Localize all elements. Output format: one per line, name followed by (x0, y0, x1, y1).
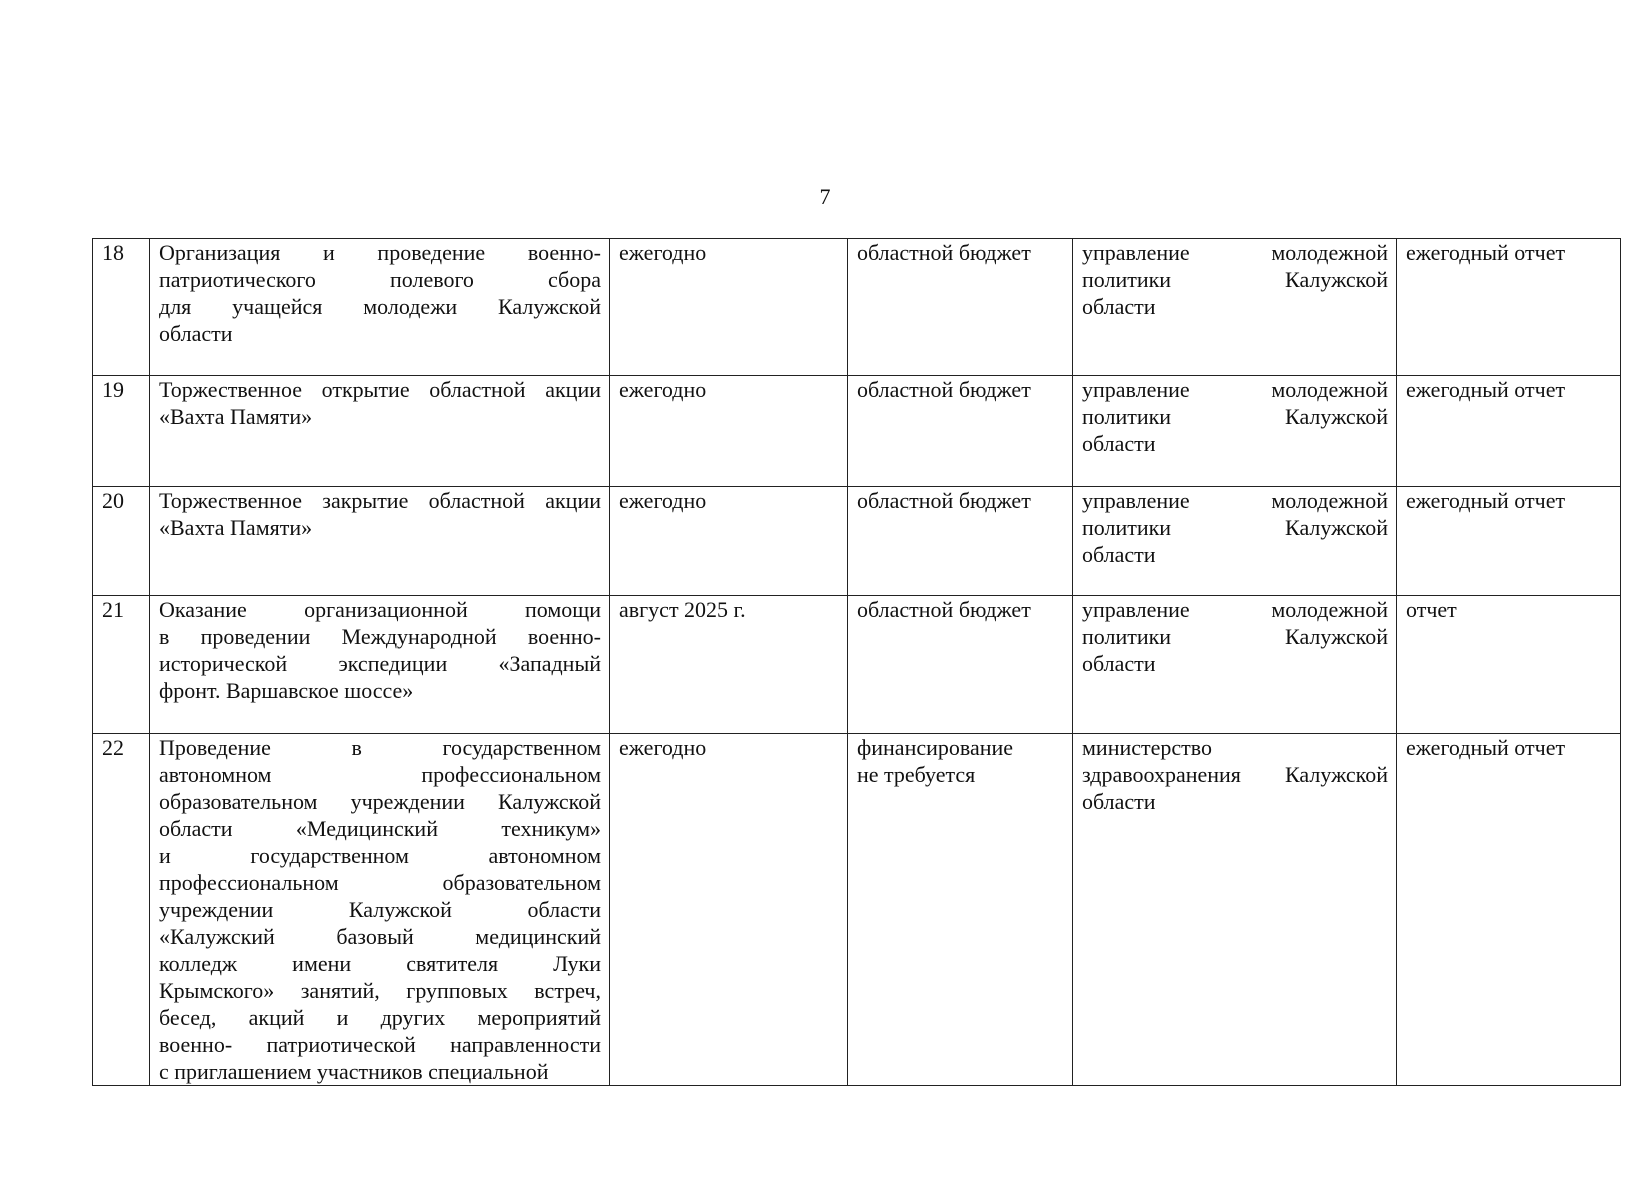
cell-line: «Вахта Памяти» (159, 404, 313, 429)
cell-line: бесед, акций и других мероприятий (159, 1005, 601, 1030)
cell-line: и государственном автономном (159, 843, 601, 868)
result-cell: ежегодный отчет (1397, 487, 1621, 596)
cell-line: патриотического полевого сбора (159, 267, 601, 292)
term-cell: ежегодно (610, 376, 848, 487)
cell-line: учреждении Калужской области (159, 897, 601, 922)
cell-line: Крымского» занятий, групповых встреч, (159, 978, 601, 1003)
events-table (92, 238, 1621, 1086)
funding-cell (848, 487, 1073, 596)
term-cell: ежегодно (610, 239, 848, 376)
responsible-cell (1073, 239, 1397, 376)
cell-line: военно- патриотической направленности (159, 1032, 601, 1057)
term-cell: август 2025 г. (610, 596, 848, 734)
result-cell: отчет (1397, 596, 1621, 734)
row-number: 18 (93, 239, 150, 376)
responsible-cell (1073, 487, 1397, 596)
result-cell: ежегодный отчет (1397, 734, 1621, 1086)
table-row (93, 376, 1621, 487)
cell-line: областной бюджет (857, 488, 1031, 513)
page-number: 7 (819, 184, 831, 209)
cell-line: управление молодежной (1082, 597, 1388, 622)
row-number: 19 (93, 376, 150, 487)
cell-line: в проведении Международной военно- (159, 624, 601, 649)
cell-line: политики Калужской (1082, 267, 1388, 292)
cell-line: Оказание организационной помощи (159, 597, 601, 622)
cell-line: финансирование (857, 735, 1014, 760)
cell-line: исторической экспедиции «Западный (159, 651, 601, 676)
term-cell: ежегодно (610, 734, 848, 1086)
cell-line: политики Калужской (1082, 404, 1388, 429)
term-cell: ежегодно (610, 487, 848, 596)
cell-line: областной бюджет (857, 597, 1031, 622)
cell-line: автономном профессиональном (159, 762, 601, 787)
table-row (93, 596, 1621, 734)
table-row (93, 239, 1621, 376)
cell-line: профессиональном образовательном (159, 870, 601, 895)
cell-line: области (159, 321, 233, 346)
cell-line: области (1082, 651, 1156, 676)
responsible-cell (1073, 596, 1397, 734)
cell-line: не требуется (857, 762, 976, 787)
cell-line: для учащейся молодежи Калужской (159, 294, 601, 319)
result-cell: ежегодный отчет (1397, 376, 1621, 487)
cell-line: с приглашением участников специальной (159, 1059, 549, 1084)
event-cell (150, 734, 610, 1086)
cell-line: Торжественное закрытие областной акции (159, 488, 601, 513)
cell-line: министерство (1082, 735, 1213, 760)
row-number: 20 (93, 487, 150, 596)
cell-line: управление молодежной (1082, 488, 1388, 513)
cell-line: «Калужский базовый медицинский (159, 924, 601, 949)
funding-cell (848, 734, 1073, 1086)
cell-line: области (1082, 294, 1156, 319)
cell-line: Проведение в государственном (159, 735, 601, 760)
cell-line: области «Медицинский техникум» (159, 816, 601, 841)
event-cell (150, 596, 610, 734)
funding-cell (848, 376, 1073, 487)
event-cell (150, 487, 610, 596)
funding-cell (848, 239, 1073, 376)
cell-line: области (1082, 789, 1156, 814)
funding-cell (848, 596, 1073, 734)
cell-line: здравоохранения Калужской (1082, 762, 1388, 787)
cell-line: областной бюджет (857, 377, 1031, 402)
cell-line: политики Калужской (1082, 515, 1388, 540)
table-row (93, 734, 1621, 1086)
responsible-cell (1073, 734, 1397, 1086)
responsible-cell (1073, 376, 1397, 487)
row-number: 21 (93, 596, 150, 734)
row-number: 22 (93, 734, 150, 1086)
event-cell (150, 239, 610, 376)
cell-line: образовательном учреждении Калужской (159, 789, 601, 814)
cell-line: фронт. Варшавское шоссе» (159, 678, 414, 703)
cell-line: области (1082, 542, 1156, 567)
cell-line: колледж имени святителя Луки (159, 951, 601, 976)
cell-line: политики Калужской (1082, 624, 1388, 649)
cell-line: областной бюджет (857, 240, 1031, 265)
cell-line: Организация и проведение военно- (159, 240, 601, 265)
cell-line: Торжественное открытие областной акции (159, 377, 601, 402)
cell-line: «Вахта Памяти» (159, 515, 313, 540)
event-cell (150, 376, 610, 487)
cell-line: управление молодежной (1082, 377, 1388, 402)
cell-line: управление молодежной (1082, 240, 1388, 265)
table-row (93, 487, 1621, 596)
result-cell: ежегодный отчет (1397, 239, 1621, 376)
cell-line: области (1082, 431, 1156, 456)
